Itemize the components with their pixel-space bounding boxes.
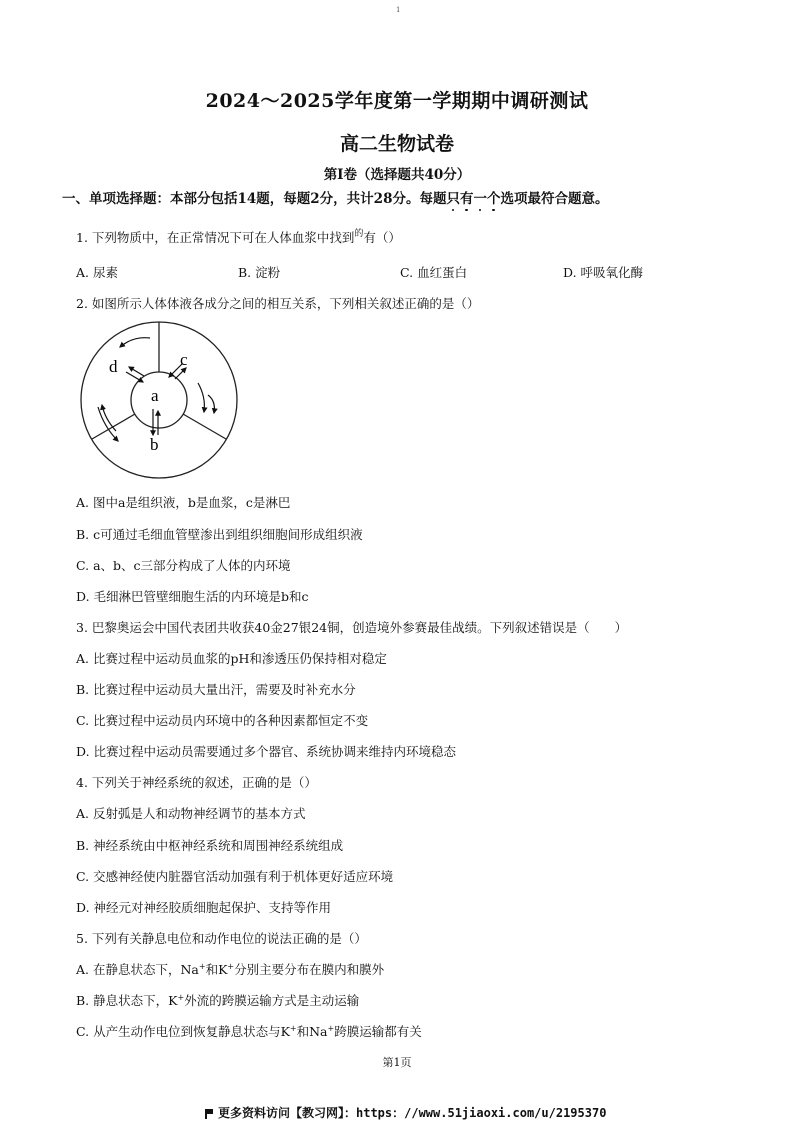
cycle-arrow xyxy=(198,383,204,412)
footer-link[interactable] xyxy=(205,1104,606,1121)
cycle-arrow xyxy=(98,407,118,441)
q5-option-b xyxy=(76,991,359,1009)
q1-option-d: D. 呼吸氧化酶 xyxy=(563,265,644,280)
q3-stem: 3. 巴黎奥运会中国代表团共收获40金27银24铜，创造境外参赛最佳战绩。下列叙述错误是（ ） xyxy=(76,620,628,635)
q2-option-a: A. 图中a是组织液，b是血浆，c是淋巴 xyxy=(76,495,291,510)
cycle-arrow xyxy=(120,338,150,347)
q3-option-a: A. 比赛过程中运动员血浆的pH和渗透压仍保持相对稳定 xyxy=(76,651,387,666)
q4-stem: 4. 下列关于神经系统的叙述，正确的是（） xyxy=(76,775,317,790)
q3-option-d: D. 比赛过程中运动员需要通过多个器官、系统协调来维持内环境稳态 xyxy=(76,744,457,759)
q1-option-b: B. 淀粉 xyxy=(238,265,281,280)
section-heading xyxy=(62,187,762,207)
cycle-arrow xyxy=(102,405,116,431)
superscript-plus: + xyxy=(177,992,185,1002)
q5-c-text-2: 和Na xyxy=(296,1024,328,1039)
emphasis-char: 有 xyxy=(460,187,474,207)
q5-c-text-3: 跨膜运输都有关 xyxy=(334,1024,422,1039)
q2-option-d: D. 毛细淋巴管壁细胞生活的内环境是b和c xyxy=(76,589,309,604)
q1-option-c: C. 血红蛋白 xyxy=(400,265,468,280)
part-title: 第Ⅰ卷（选择题共40分） xyxy=(323,167,471,183)
page-number: 第1页 xyxy=(382,1056,412,1069)
q5-c-text-1: C. 从产生动作电位到恢复静息状态与K xyxy=(76,1024,290,1039)
section-suffix: 选项最符合题意。 xyxy=(500,191,609,207)
q5-a-text-3: 分别主要分布在膜内和膜外 xyxy=(234,962,385,977)
q4-option-c: C. 交感神经使内脏器官活动加强有利于机体更好适应环境 xyxy=(76,869,394,884)
q3-option-c: C. 比赛过程中运动员内环境中的各种因素都恒定不变 xyxy=(76,713,369,728)
q3-option-b: B. 比赛过程中运动员大量出汗，需要及时补充水分 xyxy=(76,682,356,697)
q5-a-text-2: 和K xyxy=(205,962,228,977)
label-c: c xyxy=(180,350,188,369)
label-a: a xyxy=(151,386,159,405)
q2-stem: 2. 如图所示人体体液各成分之间的相互关系，下列相关叙述正确的是（） xyxy=(76,296,480,311)
q1-stem-de: 的 xyxy=(354,229,364,239)
flag-icon xyxy=(205,1109,213,1118)
superscript-plus: + xyxy=(289,1023,297,1033)
label-b: b xyxy=(150,435,159,454)
superscript-plus: + xyxy=(227,961,235,971)
q4-option-a: A. 反射弧是人和动物神经调节的基本方式 xyxy=(76,806,306,821)
emphasis-char: 个 xyxy=(487,187,501,207)
q1-stem-text: 1. 下列物质中，在正常情况下可在人体血浆中找到 xyxy=(76,230,355,245)
superscript-plus: + xyxy=(327,1023,335,1033)
cycle-arrow xyxy=(208,395,214,413)
page-mark: 1 xyxy=(396,6,401,14)
q5-stem: 5. 下列有关静息电位和动作电位的说法正确的是（） xyxy=(76,931,367,946)
exam-subtitle: 高二生物试卷 xyxy=(339,133,454,155)
q5-option-c xyxy=(76,1022,422,1040)
q5-option-a xyxy=(76,960,384,978)
q5-a-text-1: A. 在静息状态下，Na xyxy=(76,962,199,977)
q4-option-d: D. 神经元对神经胶质细胞起保护、支持等作用 xyxy=(76,900,332,915)
q1-option-a: A. 尿素 xyxy=(76,265,118,280)
body-fluid-diagram xyxy=(78,319,240,481)
q2-option-b: B. c可通过毛细血管壁渗出到组织细胞间形成组织液 xyxy=(76,527,363,542)
q5-b-text-1: B. 静息状态下，K xyxy=(76,993,178,1008)
footer-text[interactable]: 更多资料访问【教习网】：https：//www.51jiaoxi.com/u/2195370 xyxy=(218,1106,607,1120)
divider-line xyxy=(183,414,226,439)
superscript-plus: + xyxy=(198,961,206,971)
q4-option-b: B. 神经系统由中枢神经系统和周围神经系统组成 xyxy=(76,838,344,853)
emphasis-char: 一 xyxy=(473,187,487,207)
exam-title: 2024～2025学年度第一学期期中调研测试 xyxy=(205,90,589,112)
emphasis-char: 只 xyxy=(446,187,460,207)
label-d: d xyxy=(109,357,118,376)
q1-stem-end: 有（） xyxy=(363,230,401,245)
q2-option-c: C. a、b、c三部分构成了人体的内环境 xyxy=(76,558,291,573)
q5-b-text-2: 外流的跨膜运输方式是主动运输 xyxy=(184,993,360,1008)
section-prefix: 一、单项选择题：本部分包括14题，每题2分，共计28分。每题 xyxy=(62,191,447,207)
q1-stem xyxy=(76,228,401,246)
